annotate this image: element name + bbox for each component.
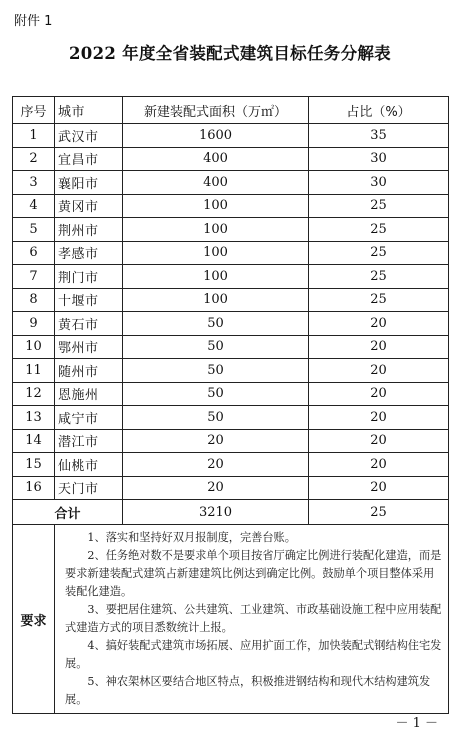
row-index: 8 [13,288,55,312]
row-index: 3 [13,171,55,195]
row-ratio: 25 [309,218,449,242]
row-city: 武汉市 [55,124,123,148]
attachment-label: 附件 1 [14,14,53,29]
requirement-item: 2、任务绝对数不是要求单个项目按省厅确定比例进行装配化建造，而是要求新建装配式建筑占新建建筑比例达到确定比例。鼓励单个项目整体采用装配化建造。 [65,549,442,598]
row-ratio: 20 [309,312,449,336]
row-area: 20 [123,476,309,500]
total-label: 合计 [13,500,123,525]
total-area: 3210 [123,500,309,525]
row-area: 50 [123,312,309,336]
row-index: 12 [13,382,55,406]
row-ratio: 20 [309,335,449,359]
row-city: 十堰市 [55,288,123,312]
row-city: 咸宁市 [55,406,123,430]
document-title: 2022 年度全省装配式建筑目标任务分解表 [69,44,391,63]
row-index: 6 [13,241,55,265]
table-header-row [13,97,449,124]
header-city: 城市 [55,97,123,124]
row-index: 14 [13,429,55,453]
table-row [13,453,449,477]
table-row [13,241,449,265]
table-row [13,359,449,383]
row-area: 50 [123,359,309,383]
table-row [13,312,449,336]
row-area: 50 [123,406,309,430]
table-row [13,265,449,289]
total-row [13,500,449,525]
row-index: 5 [13,218,55,242]
row-area: 400 [123,147,309,171]
row-ratio: 20 [309,476,449,500]
task-breakdown-table [12,96,449,714]
row-ratio: 20 [309,429,449,453]
row-index: 2 [13,147,55,171]
row-ratio: 20 [309,359,449,383]
row-area: 20 [123,429,309,453]
row-index: 10 [13,335,55,359]
row-ratio: 25 [309,194,449,218]
row-city: 黄石市 [55,312,123,336]
row-area: 1600 [123,124,309,148]
requirements-label: 要求 [13,525,55,714]
requirements-row [13,525,449,714]
row-index: 15 [13,453,55,477]
row-ratio: 25 [309,288,449,312]
row-index: 13 [13,406,55,430]
row-area: 20 [123,453,309,477]
row-ratio: 25 [309,241,449,265]
requirement-item: 3、要把居住建筑、公共建筑、工业建筑、市政基础设施工程中应用装配式建造方式的项目悉数统计上报。 [65,603,442,634]
table-row [13,194,449,218]
row-ratio: 20 [309,406,449,430]
row-city: 潜江市 [55,429,123,453]
table-body [13,97,449,714]
table-row [13,124,449,148]
page-number: － 1 － [395,716,438,731]
requirement-item: 1、落实和坚持好双月报制度，完善台账。 [87,531,296,544]
row-city: 仙桃市 [55,453,123,477]
row-area: 100 [123,194,309,218]
table-row [13,335,449,359]
table-row [13,382,449,406]
row-area: 100 [123,288,309,312]
row-ratio: 25 [309,265,449,289]
total-ratio: 25 [309,500,449,525]
table-row [13,288,449,312]
row-city: 荆门市 [55,265,123,289]
row-city: 随州市 [55,359,123,383]
table-row [13,171,449,195]
table-row [13,218,449,242]
row-index: 4 [13,194,55,218]
header-ratio: 占比（%） [309,97,449,124]
row-index: 1 [13,124,55,148]
row-index: 16 [13,476,55,500]
row-city: 天门市 [55,476,123,500]
row-area: 100 [123,241,309,265]
row-city: 荆州市 [55,218,123,242]
row-ratio: 20 [309,453,449,477]
table-row [13,406,449,430]
row-city: 襄阳市 [55,171,123,195]
row-area: 100 [123,265,309,289]
row-area: 400 [123,171,309,195]
row-index: 9 [13,312,55,336]
row-index: 11 [13,359,55,383]
row-city: 宜昌市 [55,147,123,171]
row-index: 7 [13,265,55,289]
row-ratio: 30 [309,171,449,195]
row-city: 鄂州市 [55,335,123,359]
requirements-text [55,525,449,714]
requirement-item: 4、搞好装配式建筑市场拓展、应用扩面工作，加快装配式钢结构住宅发展。 [65,639,442,670]
row-ratio: 30 [309,147,449,171]
header-index: 序号 [13,97,55,124]
table-row [13,429,449,453]
row-city: 黄冈市 [55,194,123,218]
row-city: 恩施州 [55,382,123,406]
row-area: 100 [123,218,309,242]
table-row [13,147,449,171]
row-city: 孝感市 [55,241,123,265]
row-area: 50 [123,382,309,406]
row-ratio: 20 [309,382,449,406]
requirement-item: 5、神农架林区要结合地区特点，积极推进钢结构和现代木结构建筑发展。 [65,675,431,706]
header-area: 新建装配式面积（万㎡） [123,97,309,124]
row-ratio: 35 [309,124,449,148]
row-area: 50 [123,335,309,359]
table-row [13,476,449,500]
